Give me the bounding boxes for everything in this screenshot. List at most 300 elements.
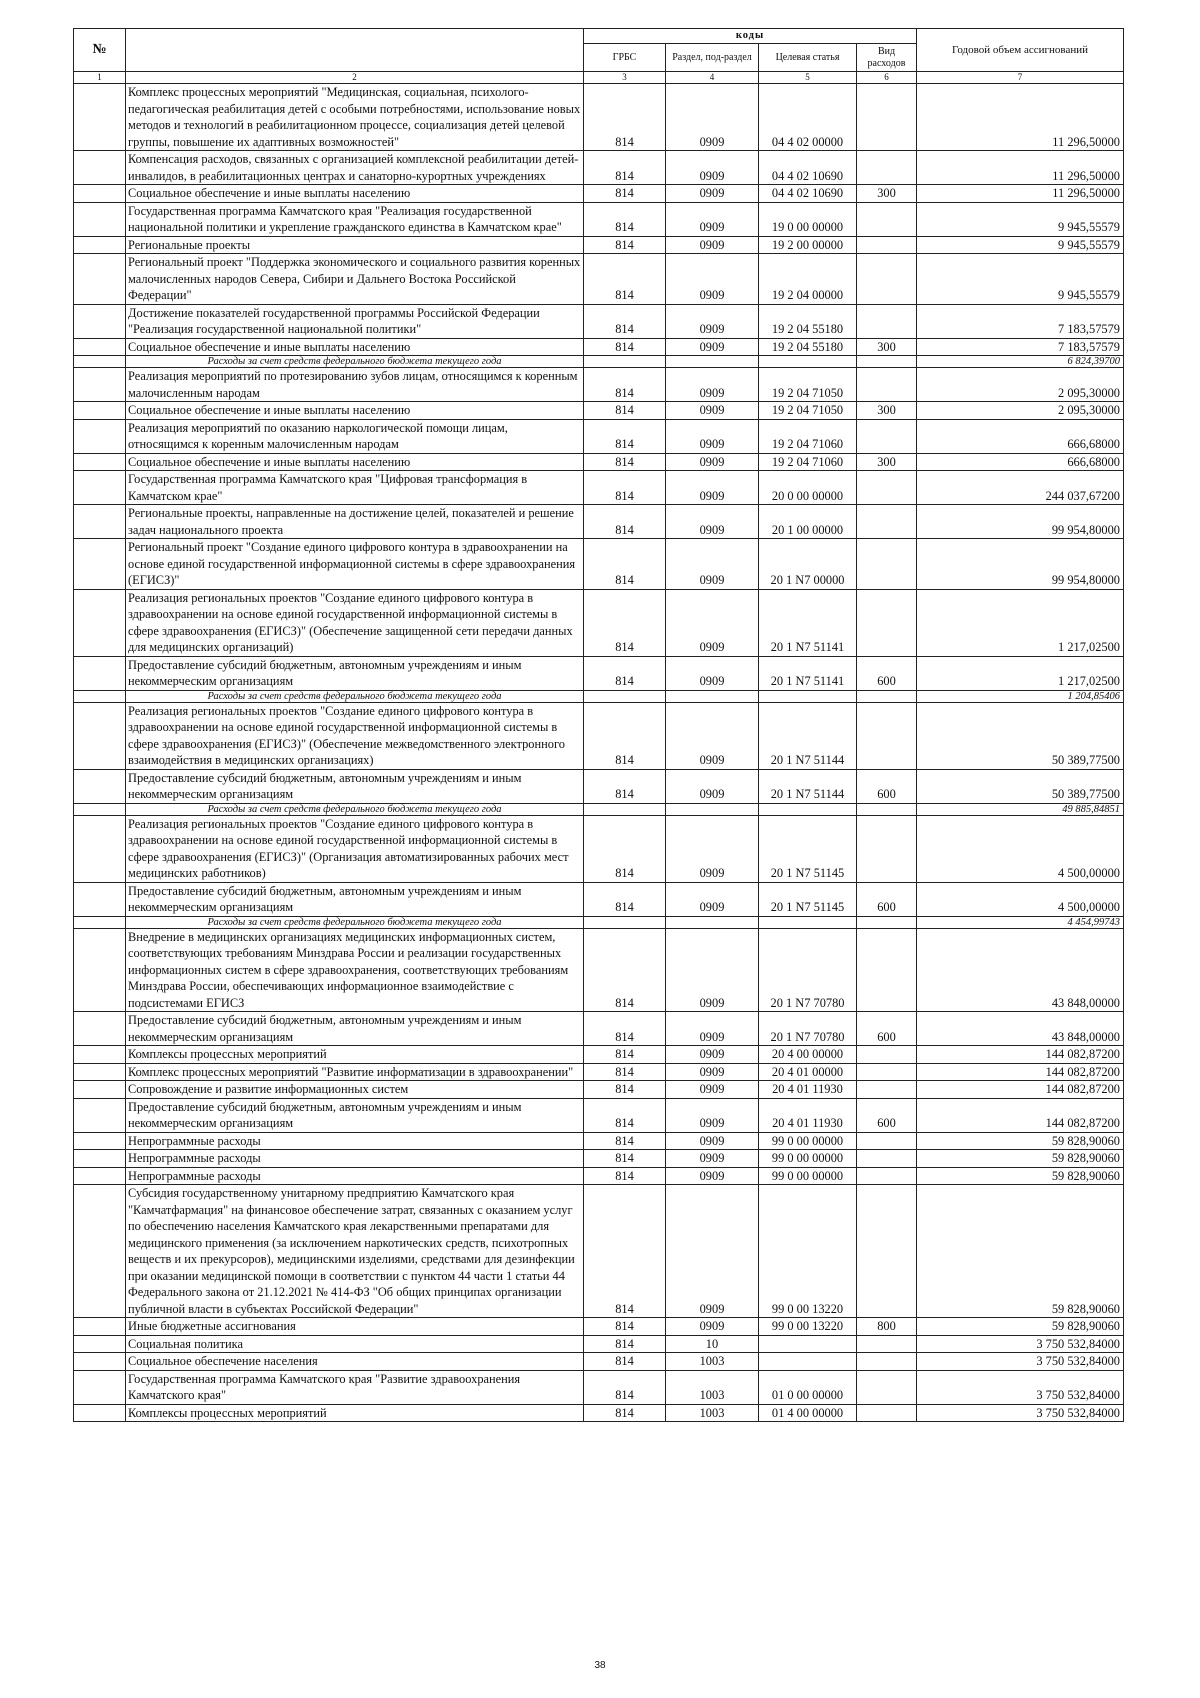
row-target-article (759, 690, 857, 702)
row-grbs: 814 (584, 1335, 666, 1353)
row-amount: 666,68000 (917, 419, 1124, 453)
row-grbs (584, 916, 666, 928)
row-grbs: 814 (584, 702, 666, 769)
row-number-cell (74, 702, 126, 769)
row-grbs (584, 803, 666, 815)
row-amount: 1 217,02500 (917, 589, 1124, 656)
row-name: Сопровождение и развитие информационных систем (126, 1081, 584, 1099)
row-amount: 50 389,77500 (917, 702, 1124, 769)
row-number-cell (74, 656, 126, 690)
row-number-cell (74, 690, 126, 702)
row-amount: 144 082,87200 (917, 1098, 1124, 1132)
row-amount: 3 750 532,84000 (917, 1404, 1124, 1422)
row-expense-type (857, 1404, 917, 1422)
table-row (74, 815, 1124, 882)
row-expense-type (857, 916, 917, 928)
row-amount: 11 296,50000 (917, 151, 1124, 185)
row-name: Непрограммные расходы (126, 1132, 584, 1150)
row-razdel: 0909 (666, 368, 759, 402)
table-row (74, 471, 1124, 505)
row-grbs: 814 (584, 1046, 666, 1064)
row-expense-type (857, 1150, 917, 1168)
row-expense-type (857, 254, 917, 305)
row-razdel: 0909 (666, 702, 759, 769)
column-number: 1 (74, 72, 126, 84)
table-row (74, 1081, 1124, 1099)
row-expense-type (857, 928, 917, 1012)
row-razdel: 0909 (666, 84, 759, 151)
row-target-article: 20 1 N7 51144 (759, 702, 857, 769)
row-name: Достижение показателей государственной программы Российской Федерации "Реализация государственной национальной политики" (126, 304, 584, 338)
row-name: Социальное обеспечение и иные выплаты населению (126, 338, 584, 356)
row-amount: 144 082,87200 (917, 1081, 1124, 1099)
row-amount: 59 828,90060 (917, 1150, 1124, 1168)
row-grbs: 814 (584, 815, 666, 882)
row-name: Региональные проекты, направленные на достижение целей, показателей и решение задач национального проекта (126, 505, 584, 539)
row-expense-type (857, 1353, 917, 1371)
table-row (74, 882, 1124, 916)
row-razdel: 0909 (666, 1150, 759, 1168)
row-amount: 4 500,00000 (917, 815, 1124, 882)
column-number: 7 (917, 72, 1124, 84)
row-name: Расходы за счет средств федерального бюджета текущего года (126, 356, 584, 368)
table-row (74, 1404, 1124, 1422)
row-number-cell (74, 1185, 126, 1318)
row-target-article: 19 2 00 00000 (759, 236, 857, 254)
budget-table (73, 28, 1124, 1422)
row-expense-type (857, 1081, 917, 1099)
row-number-cell (74, 304, 126, 338)
row-grbs: 814 (584, 338, 666, 356)
row-target-article: 04 4 02 10690 (759, 185, 857, 203)
row-expense-type (857, 589, 917, 656)
row-target-article: 99 0 00 00000 (759, 1132, 857, 1150)
table-row (74, 505, 1124, 539)
row-name: Предоставление субсидий бюджетным, автономным учреждениям и иным некоммерческим организациям (126, 882, 584, 916)
row-target-article: 99 0 00 13220 (759, 1185, 857, 1318)
row-number-cell (74, 236, 126, 254)
row-amount: 59 828,90060 (917, 1185, 1124, 1318)
table-row (74, 1046, 1124, 1064)
row-name: Непрограммные расходы (126, 1167, 584, 1185)
table-row (74, 656, 1124, 690)
row-razdel: 0909 (666, 1318, 759, 1336)
row-number-cell (74, 1046, 126, 1064)
row-razdel: 0909 (666, 402, 759, 420)
row-razdel: 0909 (666, 1185, 759, 1318)
row-expense-type (857, 1167, 917, 1185)
row-number-cell (74, 453, 126, 471)
table-row (74, 1318, 1124, 1336)
row-name: Региональные проекты (126, 236, 584, 254)
row-name: Комплекс процессных мероприятий "Развитие информатизации в здравоохранении" (126, 1063, 584, 1081)
row-amount: 11 296,50000 (917, 185, 1124, 203)
row-name: Социальное обеспечение и иные выплаты населению (126, 402, 584, 420)
table-row (74, 1063, 1124, 1081)
row-name: Реализация региональных проектов "Создание единого цифрового контура в здравоохранении на основе единой государственной информационной системы в сфере здравоохранения (ЕГИСЗ)" (Обеспечение защищенной сети передачи данных для медицинских организаций) (126, 589, 584, 656)
row-expense-type: 300 (857, 453, 917, 471)
row-razdel: 1003 (666, 1353, 759, 1371)
row-target-article: 20 1 N7 51141 (759, 656, 857, 690)
row-target-article: 20 4 01 11930 (759, 1081, 857, 1099)
row-amount: 43 848,00000 (917, 928, 1124, 1012)
row-expense-type (857, 151, 917, 185)
row-name: Реализация региональных проектов "Создание единого цифрового контура в здравоохранении на основе единой государственной информационной системы в сфере здравоохранения (ЕГИСЗ)" (Организация автоматизированных рабочих мест медицинских работников) (126, 815, 584, 882)
row-number-cell (74, 356, 126, 368)
row-name: Комплекс процессных мероприятий "Медицинская, социальная, психолого-педагогическая реабилитация детей с особыми потребностями, использование новых методов и технологий в реабилитационном процессе, социализация детей целевой группы, повышение их адаптивных возможностей" (126, 84, 584, 151)
row-number-cell (74, 1063, 126, 1081)
row-number-cell (74, 803, 126, 815)
federal-budget-row (74, 803, 1124, 815)
row-number-cell (74, 185, 126, 203)
row-grbs: 814 (584, 539, 666, 590)
row-razdel: 0909 (666, 539, 759, 590)
row-amount: 2 095,30000 (917, 368, 1124, 402)
row-razdel: 0909 (666, 254, 759, 305)
header-razdel: Раздел, под-раздел (666, 44, 759, 72)
row-razdel: 10 (666, 1335, 759, 1353)
row-target-article: 20 4 00 00000 (759, 1046, 857, 1064)
row-number-cell (74, 1404, 126, 1422)
row-name: Предоставление субсидий бюджетным, автономным учреждениям и иным некоммерческим организациям (126, 1098, 584, 1132)
row-razdel: 0909 (666, 453, 759, 471)
row-grbs: 814 (584, 589, 666, 656)
row-expense-type: 600 (857, 882, 917, 916)
row-target-article: 19 2 04 55180 (759, 338, 857, 356)
row-expense-type: 300 (857, 185, 917, 203)
table-row (74, 1098, 1124, 1132)
row-expense-type: 800 (857, 1318, 917, 1336)
row-name: Непрограммные расходы (126, 1150, 584, 1168)
row-razdel: 0909 (666, 1132, 759, 1150)
table-row (74, 185, 1124, 203)
row-name: Государственная программа Камчатского края "Реализация государственной национальной политики и укрепление гражданского единства в Камчатском крае" (126, 202, 584, 236)
row-razdel: 0909 (666, 1167, 759, 1185)
row-number-cell (74, 254, 126, 305)
row-razdel: 0909 (666, 471, 759, 505)
table-row (74, 254, 1124, 305)
row-name: Реализация мероприятий по оказанию наркологической помощи лицам, относящимся к коренным малочисленным народам (126, 419, 584, 453)
row-name: Расходы за счет средств федерального бюджета текущего года (126, 916, 584, 928)
row-expense-type: 600 (857, 769, 917, 803)
budget-table-sheet (73, 28, 1123, 1422)
page-number: 38 (594, 1660, 606, 1671)
row-razdel (666, 690, 759, 702)
row-expense-type (857, 1132, 917, 1150)
row-target-article: 04 4 02 00000 (759, 84, 857, 151)
row-amount: 11 296,50000 (917, 84, 1124, 151)
row-number-cell (74, 471, 126, 505)
row-grbs: 814 (584, 254, 666, 305)
row-target-article (759, 1335, 857, 1353)
row-number-cell (74, 1335, 126, 1353)
row-target-article: 20 1 N7 70780 (759, 1012, 857, 1046)
row-name: Социальная политика (126, 1335, 584, 1353)
row-number-cell (74, 1370, 126, 1404)
row-target-article: 20 1 N7 51145 (759, 815, 857, 882)
row-grbs: 814 (584, 1353, 666, 1371)
row-name: Внедрение в медицинских организациях медицинских информационных систем, соответствующих требованиям Минздрава России и реализации государственных информационных систем в сфере здравоохранения, соответствующих требованиям Минздрава России, обеспечивающих информационное взаимодействие с подсистемами ЕГИСЗ (126, 928, 584, 1012)
row-name: Иные бюджетные ассигнования (126, 1318, 584, 1336)
row-grbs: 814 (584, 84, 666, 151)
row-target-article: 20 1 N7 51144 (759, 769, 857, 803)
row-name: Региональный проект "Поддержка экономического и социального развития коренных малочисленных народов Севера, Сибири и Дальнего Востока Российской Федерации" (126, 254, 584, 305)
row-amount: 59 828,90060 (917, 1167, 1124, 1185)
row-name: Государственная программа Камчатского края "Цифровая трансформация в Камчатском крае" (126, 471, 584, 505)
row-name: Компенсация расходов, связанных с организацией комплексной реабилитации детей-инвалидов, в реабилитационных центрах и санаторно-курортных учреждениях (126, 151, 584, 185)
row-number-cell (74, 1132, 126, 1150)
row-razdel: 0909 (666, 815, 759, 882)
row-grbs: 814 (584, 1098, 666, 1132)
column-number: 3 (584, 72, 666, 84)
row-number-cell (74, 815, 126, 882)
row-number-cell (74, 84, 126, 151)
row-grbs: 814 (584, 419, 666, 453)
row-number-cell (74, 1318, 126, 1336)
row-target-article: 20 4 01 00000 (759, 1063, 857, 1081)
row-expense-type (857, 356, 917, 368)
table-row (74, 368, 1124, 402)
federal-budget-row (74, 356, 1124, 368)
row-number-cell (74, 928, 126, 1012)
row-expense-type (857, 419, 917, 453)
row-number-cell (74, 151, 126, 185)
row-grbs: 814 (584, 304, 666, 338)
row-amount: 99 954,80000 (917, 505, 1124, 539)
row-target-article: 19 2 04 71050 (759, 402, 857, 420)
row-amount: 7 183,57579 (917, 304, 1124, 338)
row-number-cell (74, 202, 126, 236)
row-grbs: 814 (584, 882, 666, 916)
row-expense-type (857, 202, 917, 236)
row-amount: 144 082,87200 (917, 1046, 1124, 1064)
row-target-article: 20 1 N7 00000 (759, 539, 857, 590)
table-row (74, 151, 1124, 185)
row-grbs: 814 (584, 402, 666, 420)
row-number-cell (74, 1150, 126, 1168)
row-grbs: 814 (584, 505, 666, 539)
row-expense-type (857, 1370, 917, 1404)
row-razdel: 0909 (666, 1012, 759, 1046)
row-amount: 3 750 532,84000 (917, 1353, 1124, 1371)
row-number-cell (74, 1081, 126, 1099)
row-razdel: 0909 (666, 236, 759, 254)
table-row (74, 453, 1124, 471)
row-razdel: 0909 (666, 1063, 759, 1081)
row-name: Субсидия государственному унитарному предприятию Камчатского края "Камчатфармация" на финансовое обеспечение затрат, связанных с оказанием услуг по обеспечению населения Камчатского края лекарственными препаратами для медицинского применения (за исключением наркотических средств, психотропных веществ и их прекурсоров), медицинскими изделиями, средствами для дезинфекции при оказании медицинской помощи в соответствии с пунктом 44 части 1 статьи 44 Федерального закона от 21.12.2021 № 414-ФЗ "Об общих принципах организации публичной власти в субъектах Российской Федерации" (126, 1185, 584, 1318)
row-grbs: 814 (584, 236, 666, 254)
row-target-article: 99 0 00 00000 (759, 1167, 857, 1185)
row-razdel: 0909 (666, 304, 759, 338)
row-grbs: 814 (584, 185, 666, 203)
table-row (74, 84, 1124, 151)
table-row (74, 1167, 1124, 1185)
row-amount: 244 037,67200 (917, 471, 1124, 505)
row-amount: 99 954,80000 (917, 539, 1124, 590)
row-name: Комплексы процессных мероприятий (126, 1404, 584, 1422)
column-number: 2 (126, 72, 584, 84)
table-body (74, 84, 1124, 1422)
row-razdel: 0909 (666, 505, 759, 539)
row-razdel: 0909 (666, 928, 759, 1012)
row-target-article: 04 4 02 10690 (759, 151, 857, 185)
row-target-article (759, 916, 857, 928)
column-number: 4 (666, 72, 759, 84)
row-expense-type (857, 1185, 917, 1318)
row-target-article: 20 1 N7 51141 (759, 589, 857, 656)
row-grbs (584, 690, 666, 702)
row-amount: 7 183,57579 (917, 338, 1124, 356)
row-target-article: 20 1 N7 51145 (759, 882, 857, 916)
row-target-article: 99 0 00 00000 (759, 1150, 857, 1168)
table-row (74, 539, 1124, 590)
row-amount: 1 217,02500 (917, 656, 1124, 690)
row-expense-type (857, 539, 917, 590)
row-razdel (666, 356, 759, 368)
header-name-blank (126, 29, 584, 72)
row-grbs: 814 (584, 1370, 666, 1404)
row-grbs: 814 (584, 769, 666, 803)
table-row (74, 1370, 1124, 1404)
row-number-cell (74, 589, 126, 656)
row-expense-type: 600 (857, 1098, 917, 1132)
row-grbs: 814 (584, 1318, 666, 1336)
row-amount: 9 945,55579 (917, 202, 1124, 236)
row-number-cell (74, 769, 126, 803)
table-row (74, 304, 1124, 338)
row-amount: 9 945,55579 (917, 236, 1124, 254)
row-target-article (759, 1353, 857, 1371)
table-row (74, 1185, 1124, 1318)
row-name: Государственная программа Камчатского края "Развитие здравоохранения Камчатского края" (126, 1370, 584, 1404)
row-amount: 1 204,85406 (917, 690, 1124, 702)
row-target-article: 20 0 00 00000 (759, 471, 857, 505)
row-number-cell (74, 916, 126, 928)
row-name: Предоставление субсидий бюджетным, автономным учреждениям и иным некоммерческим организациям (126, 1012, 584, 1046)
row-number-cell (74, 402, 126, 420)
row-grbs: 814 (584, 1185, 666, 1318)
row-target-article: 99 0 00 13220 (759, 1318, 857, 1336)
row-grbs: 814 (584, 928, 666, 1012)
row-razdel: 0909 (666, 1081, 759, 1099)
row-expense-type (857, 1063, 917, 1081)
row-grbs: 814 (584, 453, 666, 471)
row-expense-type (857, 803, 917, 815)
row-expense-type (857, 236, 917, 254)
row-name: Расходы за счет средств федерального бюджета текущего года (126, 803, 584, 815)
row-amount: 3 750 532,84000 (917, 1370, 1124, 1404)
row-expense-type: 300 (857, 338, 917, 356)
row-razdel: 0909 (666, 589, 759, 656)
row-razdel: 0909 (666, 185, 759, 203)
row-number-cell (74, 539, 126, 590)
table-row (74, 702, 1124, 769)
row-grbs (584, 356, 666, 368)
row-razdel: 0909 (666, 769, 759, 803)
row-amount: 666,68000 (917, 453, 1124, 471)
row-razdel: 1003 (666, 1404, 759, 1422)
column-number: 5 (759, 72, 857, 84)
row-target-article: 01 4 00 00000 (759, 1404, 857, 1422)
row-target-article: 19 2 04 71060 (759, 453, 857, 471)
row-grbs: 814 (584, 1063, 666, 1081)
row-target-article (759, 803, 857, 815)
table-row (74, 1353, 1124, 1371)
row-grbs: 814 (584, 656, 666, 690)
table-row (74, 1012, 1124, 1046)
table-row (74, 236, 1124, 254)
row-target-article: 19 2 04 55180 (759, 304, 857, 338)
row-amount: 144 082,87200 (917, 1063, 1124, 1081)
row-razdel (666, 803, 759, 815)
table-row (74, 419, 1124, 453)
row-expense-type (857, 471, 917, 505)
row-number-cell (74, 1098, 126, 1132)
federal-budget-row (74, 916, 1124, 928)
table-row (74, 402, 1124, 420)
table-row (74, 338, 1124, 356)
row-name: Реализация региональных проектов "Создание единого цифрового контура в здравоохранении на основе единой государственной информационной системы в сфере здравоохранения (ЕГИСЗ)" (Обеспечение межведомственного электронного взаимодействия в медицинских организациях) (126, 702, 584, 769)
row-grbs: 814 (584, 1404, 666, 1422)
row-razdel: 0909 (666, 151, 759, 185)
row-razdel: 0909 (666, 656, 759, 690)
row-expense-type: 600 (857, 656, 917, 690)
row-expense-type (857, 1046, 917, 1064)
row-grbs: 814 (584, 1012, 666, 1046)
row-grbs: 814 (584, 151, 666, 185)
row-razdel: 0909 (666, 882, 759, 916)
row-target-article: 19 2 04 00000 (759, 254, 857, 305)
row-number-cell (74, 1353, 126, 1371)
row-grbs: 814 (584, 202, 666, 236)
row-target-article: 20 1 N7 70780 (759, 928, 857, 1012)
row-name: Расходы за счет средств федерального бюджета текущего года (126, 690, 584, 702)
row-expense-type (857, 368, 917, 402)
table-row (74, 1335, 1124, 1353)
row-target-article (759, 356, 857, 368)
row-expense-type: 300 (857, 402, 917, 420)
row-expense-type (857, 690, 917, 702)
row-amount: 4 500,00000 (917, 882, 1124, 916)
row-expense-type (857, 815, 917, 882)
row-amount: 59 828,90060 (917, 1318, 1124, 1336)
row-target-article: 01 0 00 00000 (759, 1370, 857, 1404)
row-number-cell (74, 1167, 126, 1185)
row-razdel: 0909 (666, 1098, 759, 1132)
federal-budget-row (74, 690, 1124, 702)
row-grbs: 814 (584, 368, 666, 402)
row-name: Социальное обеспечение населения (126, 1353, 584, 1371)
column-number-row (74, 72, 1124, 84)
row-expense-type (857, 1335, 917, 1353)
row-amount: 49 885,84851 (917, 803, 1124, 815)
column-number: 6 (857, 72, 917, 84)
row-target-article: 19 0 00 00000 (759, 202, 857, 236)
row-expense-type (857, 505, 917, 539)
row-name: Комплексы процессных мероприятий (126, 1046, 584, 1064)
row-razdel: 0909 (666, 202, 759, 236)
row-grbs: 814 (584, 1081, 666, 1099)
row-target-article: 19 2 04 71050 (759, 368, 857, 402)
row-target-article: 20 1 00 00000 (759, 505, 857, 539)
table-row (74, 928, 1124, 1012)
row-expense-type (857, 702, 917, 769)
row-razdel: 1003 (666, 1370, 759, 1404)
table-row (74, 1132, 1124, 1150)
row-expense-type: 600 (857, 1012, 917, 1046)
header-number: № (74, 29, 126, 72)
row-number-cell (74, 882, 126, 916)
